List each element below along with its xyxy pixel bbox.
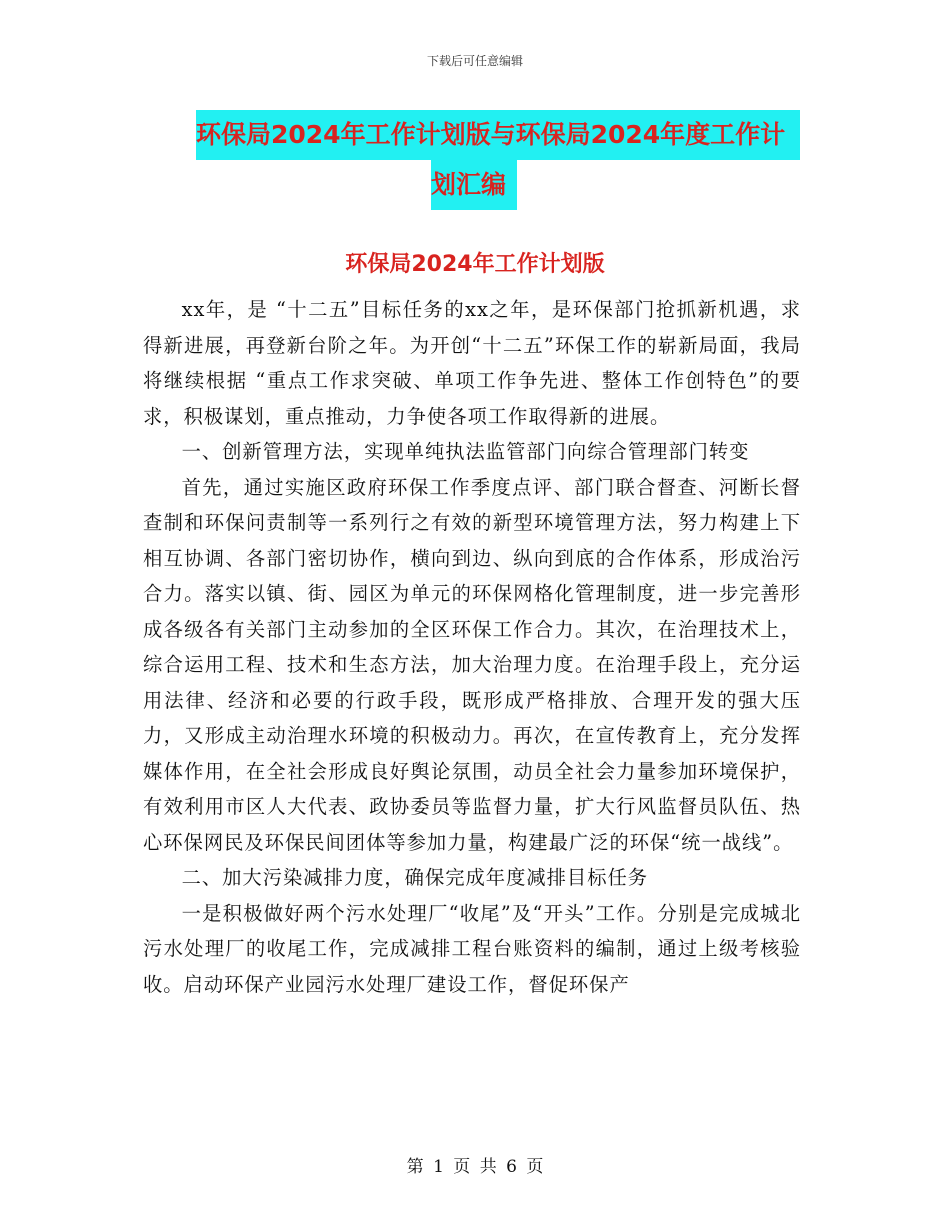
paragraph: 一是积极做好两个污水处理厂“收尾”及“开头”工作。分别是完成城北污水处理厂的收尾工作，完成减排工程台账资料的编制，通过上级考核验收。启动环保产业园污水处理厂建设工作，督促环保产 (143, 901, 801, 996)
paragraph: xx年，是 “十二五”目标任务的xx之年，是环保部门抢抓新机遇，求得新进展，再登新台阶之年。为开创“十二五”环保工作的崭新局面，我局将继续根据 “重点工作求突破、单项工作争先进、整体工作创特色”的要求，积极谋划，重点推动，力争使各项工作取得新的进展。 (143, 298, 801, 428)
document-title (196, 110, 806, 210)
document-title-line1: 环保局2024年工作计划版与环保局2024年度工作计 (196, 110, 800, 160)
page-header-note: 下载后可任意编辑 (426, 54, 523, 68)
page-footer: 第 1 页 共 6 页 (406, 1157, 544, 1177)
paragraph: 二、加大污染减排力度，确保完成年度减排目标任务 (181, 866, 649, 889)
paragraph: 一、创新管理方法，实现单纯执法监管部门向综合管理部门转变 (181, 440, 750, 463)
section-title: 环保局2024年工作计划版 (345, 252, 605, 277)
document-body (143, 292, 801, 1002)
document-title-line2: 划汇编 (431, 160, 517, 210)
paragraph: 首先，通过实施区政府环保工作季度点评、部门联合督查、河断长督查制和环保问责制等一系列行之有效的新型环境管理方法，努力构建上下相互协调、各部门密切协作，横向到边、纵向到底的合作体系，形成治污合力。落实以镇、街、园区为单元的环保网格化管理制度，进一步完善形成各级各有关部门主动参加的全区环保工作合力。其次，在治理技术上，综合运用工程、技术和生态方法，加大治理力度。在治理手段上，充分运用法律、经济和必要的行政手段，既形成严格排放、合理开发的强大压力，又形成主动治理水环境的积极动力。再次，在宣传教育上，充分发挥媒体作用，在全社会形成良好舆论氛围，动员全社会力量参加环境保护，有效利用市区人大代表、政协委员等监督力量，扩大行风监督员队伍、热心环保网民及环保民间团体等参加力量，构建最广泛的环保“统一战线”。 (143, 475, 801, 854)
